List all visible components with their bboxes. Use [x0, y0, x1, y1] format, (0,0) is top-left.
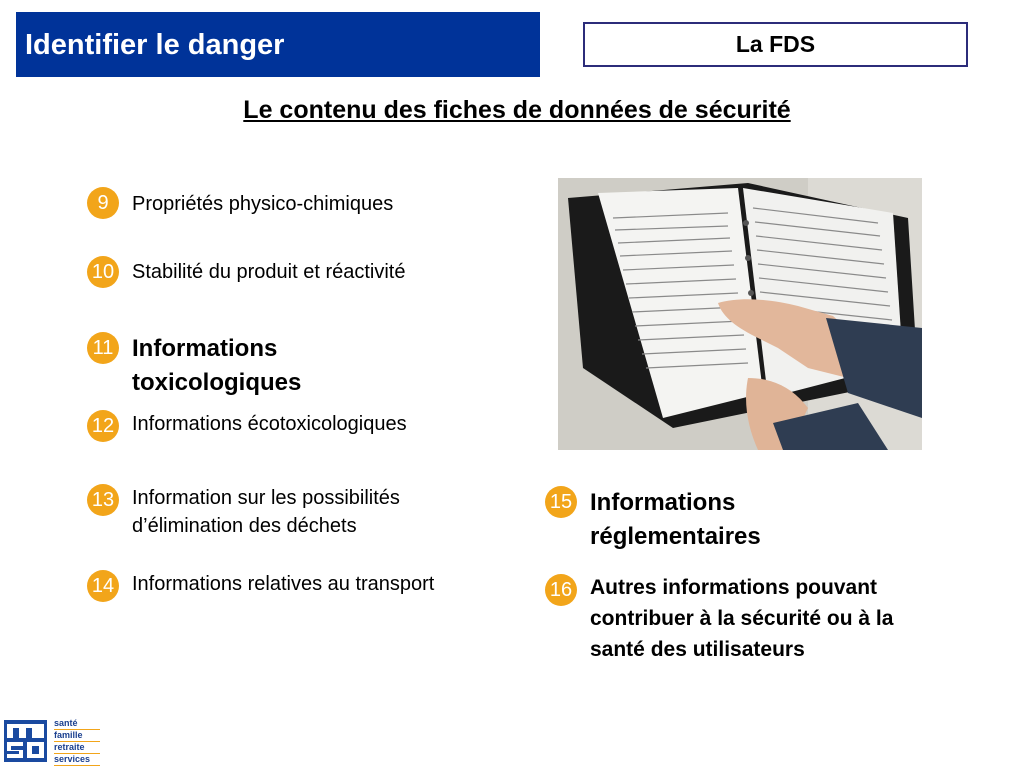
- msa-logo-mark: [4, 720, 47, 762]
- item-number-badge: 9: [87, 187, 119, 219]
- list-item: [545, 572, 955, 665]
- item-label: Informations réglementaires: [590, 489, 761, 550]
- item-label: Propriétés physico-chimiques: [132, 193, 394, 215]
- item-number-badge: 15: [545, 486, 577, 518]
- sds-binder-photo: [558, 178, 922, 450]
- list-item: [87, 187, 527, 219]
- item-label: Information sur les possibilités d’élimination des déchets: [132, 487, 400, 537]
- item-label: Autres informations pouvant contribuer à la sécurité ou à la santé des utilisateurs: [590, 576, 894, 661]
- list-item: [87, 570, 527, 602]
- page-subtitle: Le contenu des fiches de données de sécurité: [243, 96, 791, 124]
- item-number-badge: 14: [87, 570, 119, 602]
- item-number-badge: 13: [87, 484, 119, 516]
- msa-logo-words: santé famille retraite services: [54, 718, 100, 766]
- item-label: Informations écotoxicologiques: [132, 413, 407, 435]
- title-bar: [16, 12, 540, 77]
- list-item: [545, 486, 845, 554]
- list-item: [87, 256, 527, 288]
- item-number-badge: 10: [87, 256, 119, 288]
- page-title: Identifier le danger: [25, 29, 285, 61]
- item-label: Stabilité du produit et réactivité: [132, 261, 406, 283]
- section-label: La FDS: [583, 22, 968, 67]
- item-number-badge: 16: [545, 574, 577, 606]
- item-number-badge: 11: [87, 332, 119, 364]
- list-item: [87, 410, 527, 442]
- item-label: Informations toxicologiques: [132, 335, 302, 396]
- item-number-badge: 12: [87, 410, 119, 442]
- list-item: [87, 484, 527, 540]
- item-label: Informations relatives au transport: [132, 573, 435, 595]
- binder-illustration: [558, 178, 922, 450]
- msa-logo: [4, 718, 100, 764]
- list-item: [87, 332, 397, 400]
